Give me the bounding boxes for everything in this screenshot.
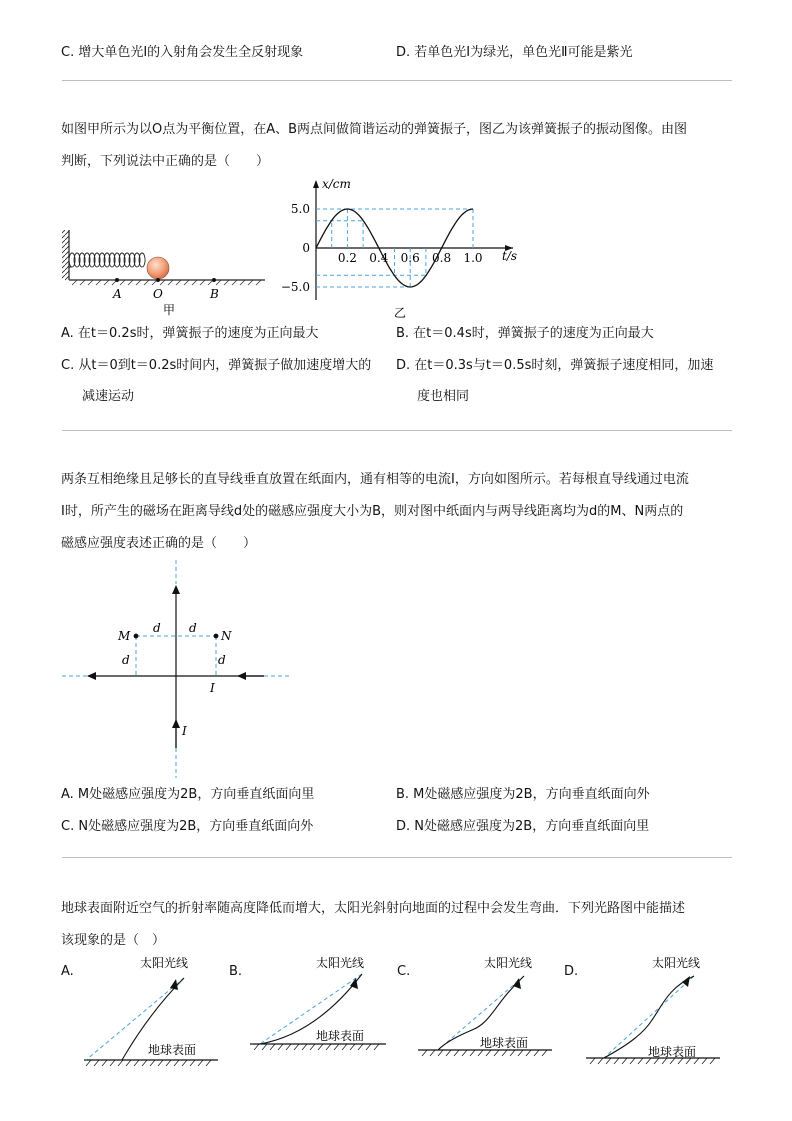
label-d-m-vertical: d [122, 653, 130, 667]
label-m: M [118, 629, 131, 643]
q2-option-c: C. N处磁感应强度为2B，方向垂直纸面向外 [61, 819, 314, 834]
ground-hatch [254, 1044, 379, 1050]
q2-stem [61, 464, 733, 560]
q1-option-d-line2: 度也相同 [417, 389, 470, 404]
divider [62, 80, 732, 81]
y-axis-label: x/cm [322, 177, 351, 191]
figure-caption-yi: 乙 [394, 306, 407, 320]
x-tick-label: 1.0 [463, 251, 483, 265]
oscillator-ball [147, 257, 169, 279]
sunlight-label: 太阳光线 [316, 956, 365, 970]
sunlight-label: 太阳光线 [652, 956, 701, 970]
point-b-dot [212, 278, 216, 282]
q0-option-c: C. 增大单色光Ⅰ的入射角会发生全反射现象 [61, 45, 304, 60]
point-m-dot [134, 634, 139, 639]
q1-stem [61, 114, 733, 178]
q3-option-c-letter: C. [397, 964, 411, 979]
q3-option-d-diagram [582, 952, 732, 1070]
q0-option-d: D. 若单色光Ⅰ为绿光，单色光Ⅱ可能是紫光 [396, 45, 633, 60]
label-n: N [221, 629, 232, 643]
ground-hatch [86, 1060, 211, 1066]
earth-surface-label: 地球表面 [148, 1043, 197, 1057]
earth-surface-label: 地球表面 [648, 1045, 697, 1059]
label-d-left: d [153, 621, 161, 635]
sunlight-label: 太阳光线 [140, 956, 189, 970]
q1-figure-jia [60, 225, 270, 317]
q3-option-c-diagram [414, 952, 564, 1070]
sunlight-label: 太阳光线 [484, 956, 533, 970]
label-d-right: d [189, 621, 197, 635]
q2-option-a: A. M处磁感应强度为2B，方向垂直纸面向里 [61, 787, 315, 802]
q2-stem-line3: 磁感应强度表述正确的是（ ） [61, 536, 257, 551]
q3-option-b-letter: B. [229, 964, 243, 979]
spring [69, 253, 145, 267]
q1-option-c-line2: 减速运动 [82, 389, 135, 404]
y-tick-label: −5.0 [280, 280, 310, 294]
q3-stem-line2: 该现象的是（ ） [61, 933, 166, 948]
divider [62, 430, 732, 431]
q1-option-a: A. 在t＝0.2s时，弹簧振子的速度为正向最大 [61, 326, 319, 341]
q3-stem-line1: 地球表面附近空气的折射率随高度降低而增大，太阳光斜射向地面的过程中会发生弯曲．下列光路图中能描述 [61, 901, 686, 916]
label-d-n-vertical: d [218, 653, 226, 667]
wall-hatch [62, 230, 69, 280]
point-n-dot [214, 634, 219, 639]
q1-option-b: B. 在t＝0.4s时，弹簧振子的速度为正向最大 [396, 326, 654, 341]
q2-figure-wires [60, 558, 292, 780]
q1-stem-line2: 判断，下列说法中正确的是（ ） [61, 154, 270, 169]
earth-surface-label: 地球表面 [480, 1036, 529, 1050]
y-tick-label: 5.0 [290, 202, 310, 216]
label-current-vertical: I [182, 724, 187, 738]
q1-stem-line1: 如图甲所示为以O点为平衡位置，在A、B两点间做简谐运动的弹簧振子，图乙为该弹簧振子的振动图像。由图 [61, 122, 688, 137]
q2-stem-line2: I时，所产生的磁场在距离导线d处的磁感应强度大小为B，则对图中纸面内与两导线距离均为d的M、N两点的 [61, 504, 684, 519]
figure-caption-jia: 甲 [163, 303, 176, 317]
y-axis-arrow [313, 180, 319, 188]
vibration-chart [281, 180, 513, 300]
x-tick-label: 0.4 [369, 251, 389, 265]
q3-option-a-letter: A. [61, 964, 74, 979]
label-o: O [153, 287, 163, 301]
q3-option-d-letter: D. [564, 964, 579, 979]
ground-hatch [422, 1050, 547, 1056]
earth-surface-label: 地球表面 [316, 1029, 365, 1043]
q2-stem-line1: 两条互相绝缘且足够长的直导线垂直放置在纸面内，通有相等的电流I，方向如图所示。若每根直导线通过电流 [61, 472, 689, 487]
x-axis-label: t/s [502, 249, 518, 263]
q3-option-a-diagram [80, 952, 230, 1070]
point-o-dot [156, 278, 160, 282]
q1-option-d-line1: D. 在t＝0.3s与t＝0.5s时刻，弹簧振子速度相同，加速 [396, 358, 714, 373]
floor-hatch [72, 280, 261, 285]
label-current-horizontal: I [210, 681, 215, 695]
q1-option-c-line1: C. 从t＝0到t＝0.2s时间内，弹簧振子做加速度增大的 [61, 358, 372, 373]
divider [62, 857, 732, 858]
point-a-dot [115, 278, 119, 282]
q2-option-d: D. N处磁感应强度为2B，方向垂直纸面向里 [396, 819, 650, 834]
x-tick-label: 0.6 [400, 251, 420, 265]
q1-figure-yi [280, 172, 525, 320]
label-a: A [113, 287, 122, 301]
q3-stem [61, 893, 733, 957]
y-tick-label: 0 [302, 241, 310, 255]
q3-option-b-diagram [246, 952, 396, 1070]
q2-option-b: B. M处磁感应强度为2B，方向垂直纸面向外 [396, 787, 650, 802]
x-tick-label: 0.8 [432, 251, 452, 265]
label-b: B [210, 287, 219, 301]
x-tick-label: 0.2 [337, 251, 357, 265]
